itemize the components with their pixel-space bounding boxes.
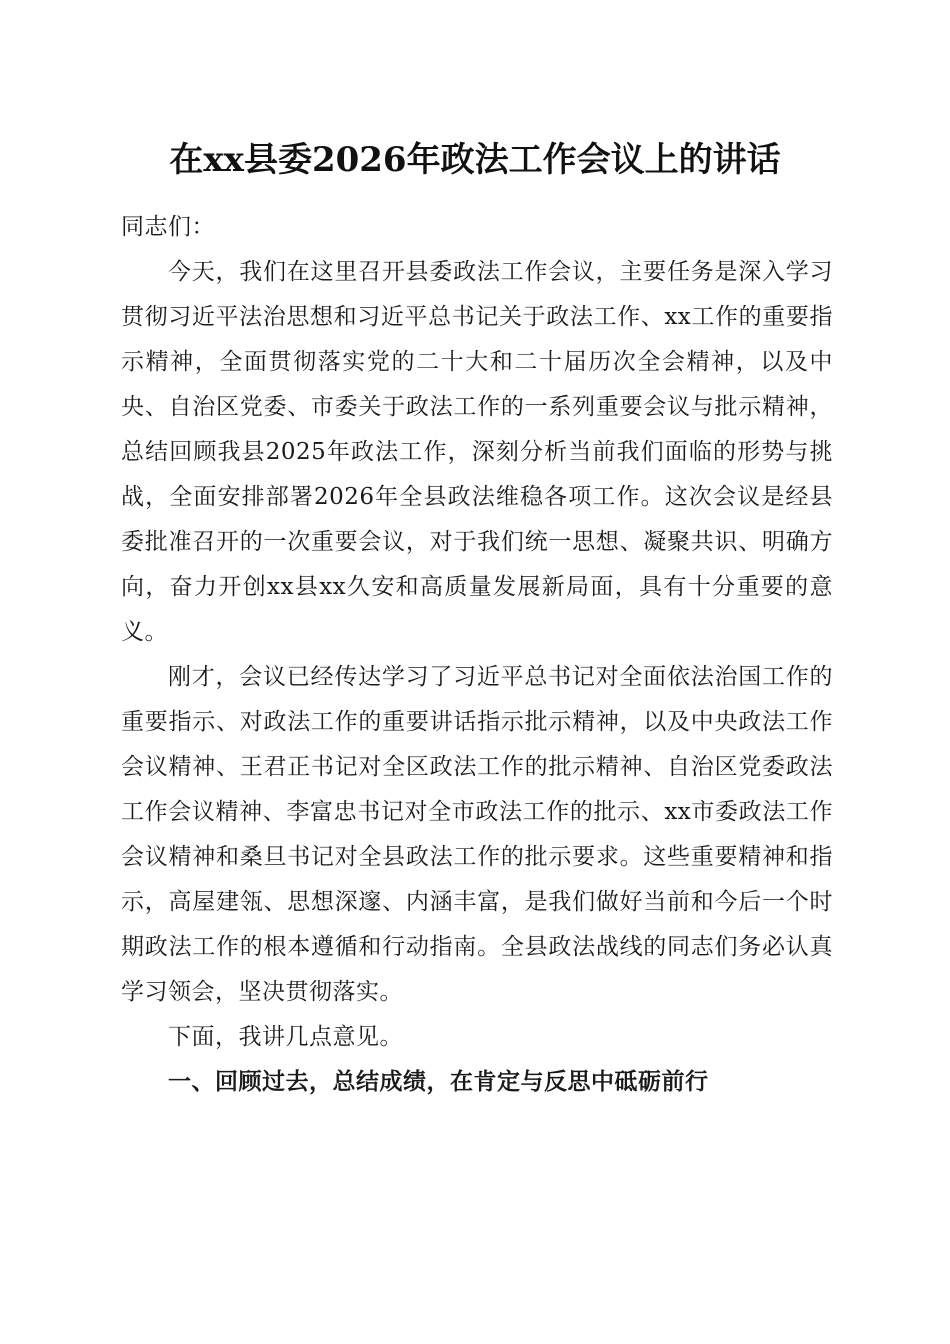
document-body — [121, 205, 833, 1105]
paragraph-review: 刚才，会议已经传达学习了习近平总书记对全面依法治国工作的重要指示、对政法工作的重要讲话指示批示精神，以及中央政法工作会议精神、王君正书记对全区政法工作的批示精神、自治区党委政法工作会议精神、李富忠书记对全市政法工作的批示、xx市委政法工作会议精神和桑旦书记对全县政法工作的批示要求。这些重要精神和指示，高屋建瓴、思想深邃、内涵丰富，是我们做好当前和今后一个时期政法工作的根本遵循和行动指南。全县政法战线的同志们务必认真学习领会，坚决贯彻落实。 — [121, 664, 833, 1005]
document-title: 在xx县委2026年政法工作会议上的讲话 — [169, 140, 781, 180]
section-heading-1: 一、回顾过去，总结成绩，在肯定与反思中砥砺前行 — [168, 1069, 709, 1095]
paragraph-transition: 下面，我讲几点意见。 — [168, 1024, 403, 1050]
salutation: 同志们： — [121, 214, 215, 240]
paragraph-opening: 今天，我们在这里召开县委政法工作会议，主要任务是深入学习贯彻习近平法治思想和习近平总书记关于政法工作、xx工作的重要指示精神，全面贯彻落实党的二十大和二十届历次全会精神，以及中央、自治区党委、市委关于政法工作的一系列重要会议与批示精神，总结回顾我县2025年政法工作，深刻分析当前我们面临的形势与挑战，全面安排部署2026年全县政法维稳各项工作。这次会议是经县委批准召开的一次重要会议，对于我们统一思想、凝聚共识、明确方向，奋力开创xx县xx久安和高质量发展新局面，具有十分重要的意义。 — [121, 259, 833, 645]
